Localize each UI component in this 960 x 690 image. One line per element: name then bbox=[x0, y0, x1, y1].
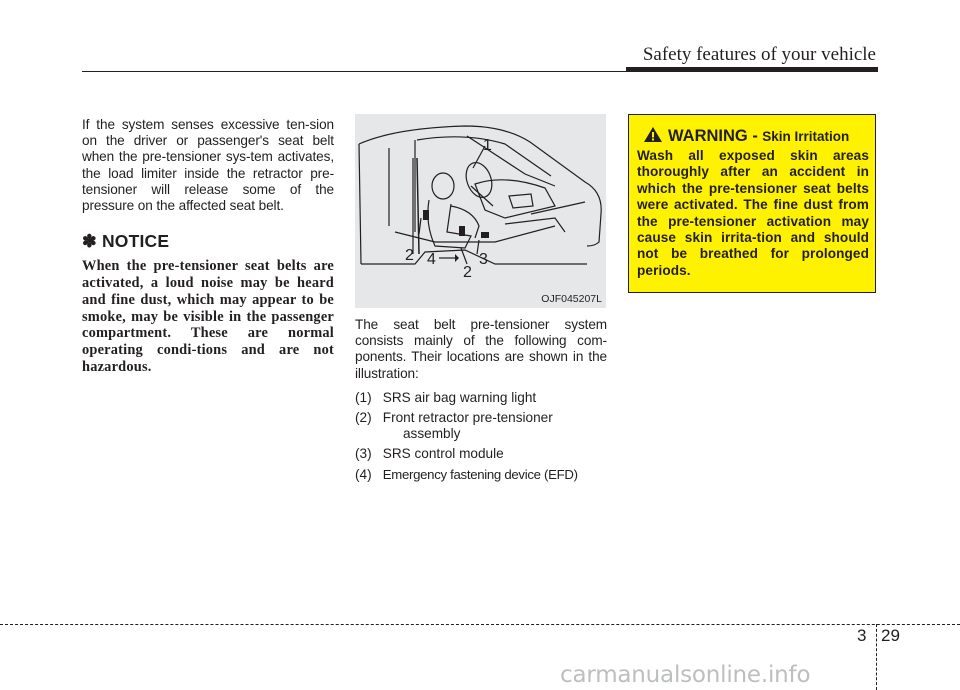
load-limiter-paragraph: If the system senses excessive ten-sion on the driver or passenger's seat belt when the pre-tensioner sys-tem activates, the load limiter inside the retractor pre-tensioner will release some of the pressure on the affected seat belt. bbox=[82, 117, 334, 214]
section-title: Safety features of your vehicle bbox=[642, 44, 876, 65]
list-item-number: (3) bbox=[355, 446, 372, 462]
warning-heading bbox=[643, 126, 849, 146]
warning-word: WARNING - bbox=[668, 127, 758, 145]
components-list bbox=[355, 390, 607, 483]
warning-text: Wash all exposed skin areas thoroughly after an accident in which the pre-tensioner seat belts were activated. The fine dust from the pre-tensioner activation may cause skin irrita-tion and should not be breathed for prolonged periods. bbox=[637, 148, 869, 278]
middle-column bbox=[355, 317, 607, 487]
list-item-text: SRS air bag warning light bbox=[382, 389, 537, 405]
watermark: carmanualsonline.info bbox=[560, 662, 811, 688]
list-item-number: (1) bbox=[355, 389, 372, 405]
callout-2-pillar: 2 bbox=[405, 247, 414, 264]
list-item-text: SRS control module bbox=[382, 446, 504, 462]
header-rule-accent bbox=[626, 67, 878, 72]
list-item-text: Emergency fastening device (EFD) bbox=[382, 466, 578, 482]
warning-triangle-icon bbox=[643, 126, 663, 143]
list-item-continuation: assembly bbox=[403, 426, 461, 442]
list-item-number: (4) bbox=[355, 466, 372, 482]
list-item-text: Front retractor pre-tensioner bbox=[382, 410, 553, 426]
page-number: 29 bbox=[881, 626, 900, 645]
figure-code: OJF045207L bbox=[541, 293, 602, 305]
car-interior-drawing bbox=[355, 114, 606, 308]
chapter-number: 3 bbox=[857, 626, 867, 645]
notice-text: When the pre-tensioner seat belts are activated, a loud noise may be heard and fine dust, which may appear to be smoke, may be visible in the passenger compartment. These are normal operating condi-tions and are not hazardous. bbox=[82, 258, 334, 375]
left-column bbox=[82, 117, 334, 376]
list-item bbox=[355, 410, 607, 442]
warning-box bbox=[628, 114, 876, 293]
list-item bbox=[355, 446, 607, 462]
notice-mark-icon: ✽ bbox=[82, 231, 97, 252]
callout-4: 4 bbox=[427, 251, 436, 268]
footer-divider bbox=[876, 624, 877, 690]
list-item bbox=[355, 390, 607, 406]
footer-rule bbox=[0, 624, 960, 625]
callout-1: 1 bbox=[483, 137, 492, 154]
list-item bbox=[355, 467, 607, 483]
pretensioner-illustration bbox=[355, 114, 606, 308]
components-intro: The seat belt pre-tensioner system consists mainly of the following com-ponents. Their locations are shown in the illustration: bbox=[355, 317, 607, 381]
callout-2-seat: 2 bbox=[463, 264, 472, 281]
notice-heading bbox=[82, 231, 334, 252]
list-item-number: (2) bbox=[355, 410, 372, 426]
callout-3: 3 bbox=[479, 251, 488, 268]
notice-title: NOTICE bbox=[101, 231, 170, 252]
warning-subtitle: Skin Irritation bbox=[762, 129, 850, 144]
